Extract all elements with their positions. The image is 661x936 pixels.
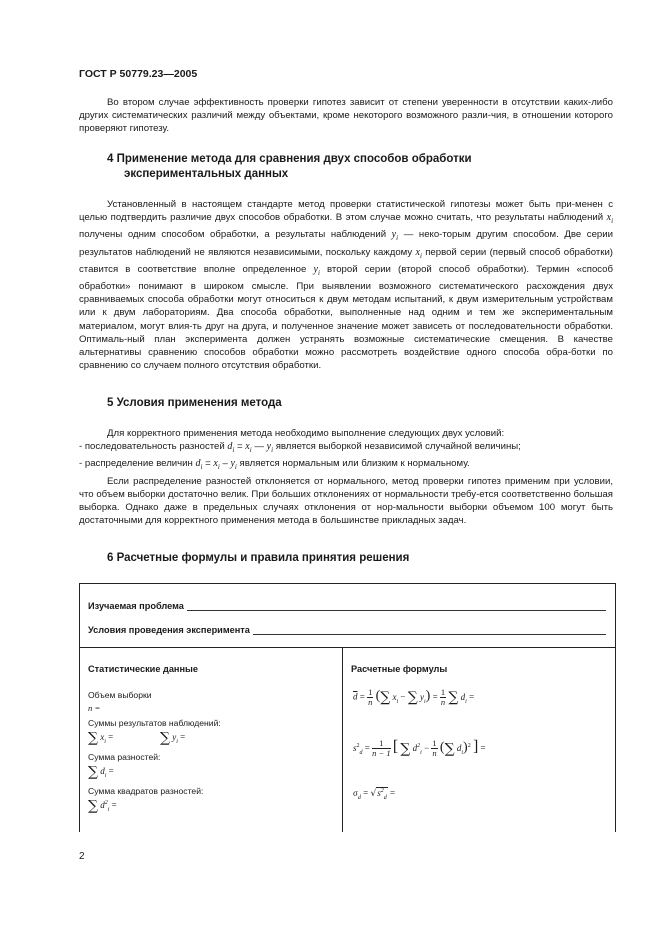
sum-d-field[interactable]: ∑ $d_i$ = <box>88 764 114 780</box>
sample-size-label: Объем выборки <box>88 690 152 700</box>
formulas-title: Расчетные формулы <box>351 664 448 674</box>
section-5-paragraph: Для корректного применения метода необходимо выполнение следующих двух условий: - последовательность разностей $d_i = x_i$ — $y_i$ является выборкой независимой случайной величины; - распределение величин $d_i = x_i - y_i$ является нормальным или близким к нормальному. Если распределение разностей отклоняется от нормального, метод проверки гипотез применим при условии, что объем выборки достаточно велик. При больших отклонениях от нормальности требу-ется соответственно большая выборка. Однако даже в предельных случаях отклонения от нор-мальности выборки объемом 100 могут быть достаточными для корректного применения метода в большинстве прикладных задач. <box>79 428 613 527</box>
mean-formula: $\overline{d}$ = $\frac{1}{n}$ (∑ $x_i$ − ∑ $y_i$) = $\frac{1}{n}$ ∑ $d_i$ = <box>353 687 475 707</box>
page-number: 2 <box>79 851 85 862</box>
calculation-form <box>79 583 616 832</box>
sums-label: Суммы результатов наблюдений: <box>88 718 221 728</box>
conditions-field[interactable]: Условия проведения эксперимента <box>88 625 606 635</box>
statistics-column <box>80 648 343 832</box>
std-formula: $\sigma_d = √s^2_d$ = <box>353 788 396 801</box>
condition-1: - последовательность разностей $d_i = x_i$ — $y_i$ является выборкой независимой случайной величины; <box>79 441 521 455</box>
section-6-title: 6 Расчетные формулы и правила принятия решения <box>107 552 410 564</box>
sq-sum-label: Сумма квадратов разностей: <box>88 786 204 796</box>
n-field[interactable]: n = <box>88 703 101 713</box>
intro-paragraph: Во втором случае эффективность проверки гипотез зависит от степени уверенности в отсутствии каких-либо других систематических различий между объектами, кроме некоторого возможного разли-чия, в отношении которого проверяют гипотезу. <box>79 97 613 135</box>
section-4-title: 4 Применение метода для сравнения двух способов обработки экспериментальных данных <box>107 153 472 180</box>
statistics-title: Статистические данные <box>88 664 198 674</box>
sum-x-field[interactable]: ∑ $x_i$ = <box>88 730 114 746</box>
sum-y-field[interactable]: ∑ $y_i$ = <box>160 730 186 746</box>
section-4-paragraph: Установленный в настоящем стандарте метод проверки статистической гипотезы может быть при-менен с целью подтвердить различие двух способов обработки. В этом случае можно считать, что результаты наблюдений $x_i$ получены одним способом обработки, а результаты наблюдений $y_i$ — неко-торым другим способом. Две серии результатов наблюдений не являются независимыми, поскольку каждому $x_i$ первой серии (первый способ обработки) ставится в соответствие вполне определенное $y_i$ второй серии (второй способ обработки). Термин «способ обработки» понимают в широком смысле. При выявлении возможного систематического расхождения двух сравниваемых способа обработки могут относиться к двум методам испытаний, к двум измерительным устройствам или к двум лабораториям. Два способа обработки, выполненные над одним и тем же экспериментальным материалом, могут влия-ть друг на друга, и полученное значение может зависеть от последовательности обработки. Оптималь-ный план эксперимента должен устранять возможные систематические смещения. В качестве альтернативы сравнению способов обработки можно рассмотреть воздействие одного способа обра-ботки по сравнению со случаем полного отсутствия обработки. <box>79 199 614 372</box>
problem-field[interactable]: Изучаемая проблема <box>88 601 606 611</box>
variance-formula: $s^2_d$ = $\frac{1}{n - 1}$ [ ∑ $d^2_i$ − $\frac{1}{n}$ (∑ $d_i)^2$ ] = <box>353 738 486 759</box>
formulas-column <box>343 648 615 832</box>
condition-2: - распределение величин $d_i = x_i - y_i$ является нормальным или близким к нормальному. <box>79 458 470 472</box>
diff-sum-label: Сумма разностей: <box>88 752 161 762</box>
sum-d-squared-field[interactable]: ∑ $d^2_i$ = <box>88 798 117 814</box>
page-header: ГОСТ Р 50779.23—2005 <box>79 68 198 80</box>
section-5-title: 5 Условия применения метода <box>107 397 282 409</box>
